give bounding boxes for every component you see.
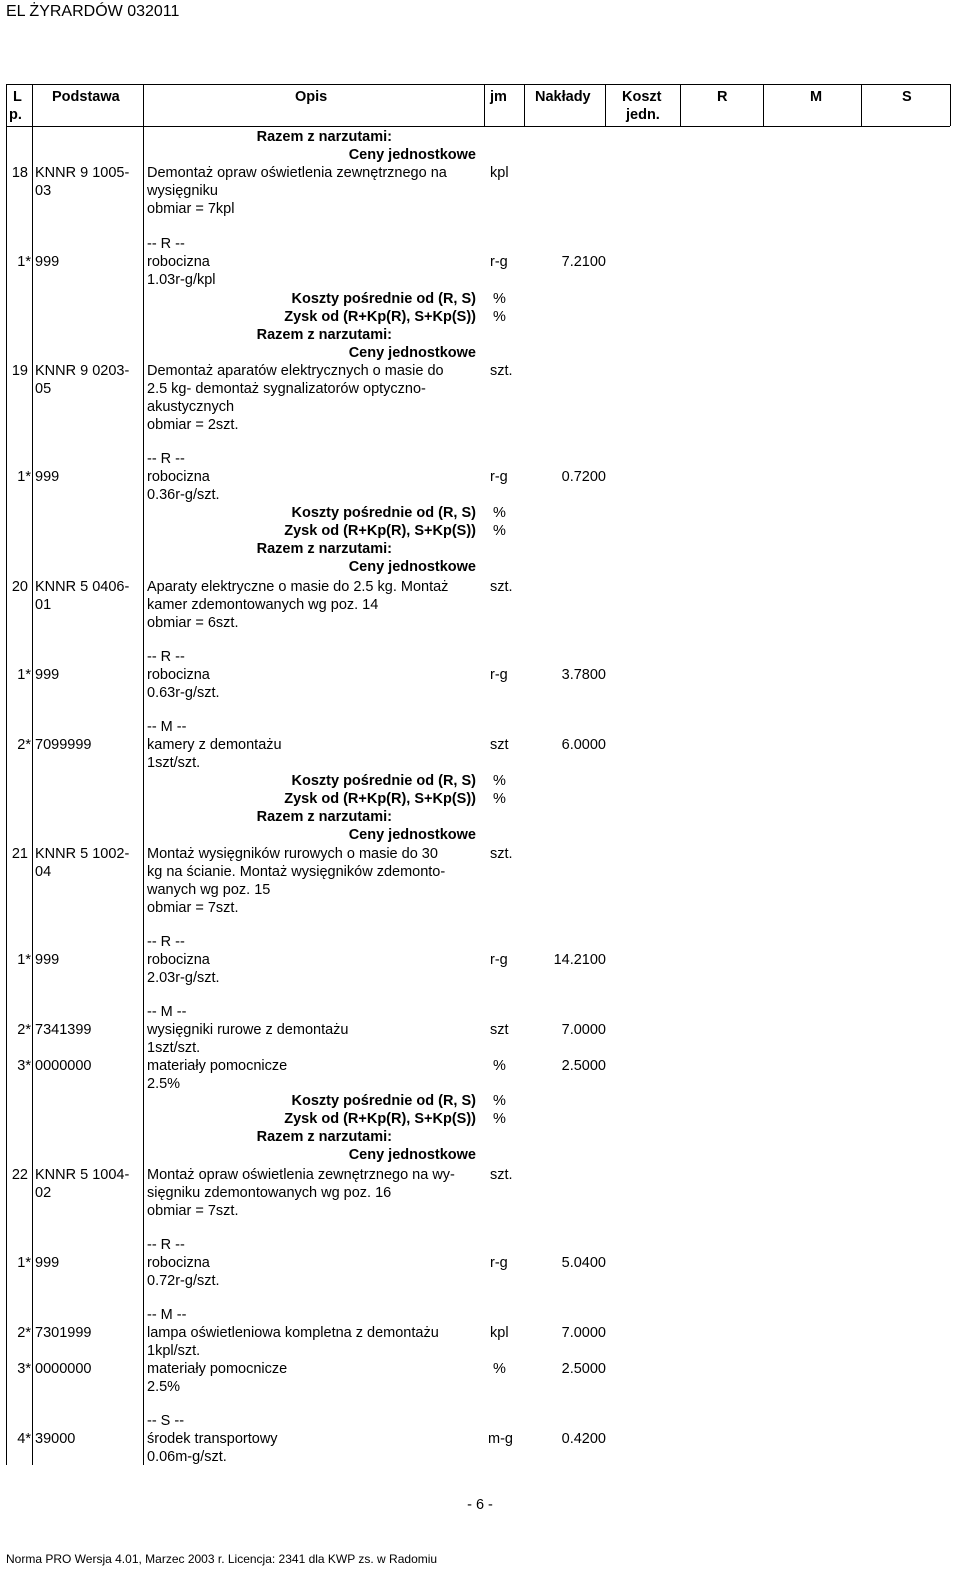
position-unit: szt. (490, 1167, 513, 1183)
position-description: Montaż opraw oświetlenia zewnętrznego na wy- (147, 1167, 455, 1183)
position-description: Demontaż opraw oświetlenia zewnętrznego na (147, 165, 447, 181)
document-title: EL ŻYRARDÓW 032011 (6, 3, 180, 20)
item-no: 1* (17, 667, 31, 683)
header-s: S (902, 89, 912, 105)
item-norm: 1.03r-g/kpl (147, 272, 216, 288)
item-unit: m-g (488, 1431, 513, 1447)
item-unit: r-g (490, 667, 508, 683)
item-no: 1* (17, 1255, 31, 1271)
position-description: Aparaty elektryczne o masie do 2.5 kg. Montaż (147, 579, 449, 595)
header-jm: jm (490, 89, 507, 105)
percent-sign: % (493, 309, 506, 325)
item-code: 7301999 (35, 1325, 92, 1341)
item-name: robocizna (147, 254, 210, 270)
labor-marker: -- R -- (147, 1237, 185, 1253)
ceny-label: Ceny jednostkowe (348, 147, 476, 163)
position-quantity: obmiar = 6szt. (147, 615, 239, 631)
percent-sign: % (493, 291, 506, 307)
item-no: 2* (17, 1022, 31, 1038)
item-norm: 2.03r-g/szt. (147, 970, 220, 986)
position-description: wysięgniku (147, 183, 218, 199)
position-description: wanych wg poz. 15 (147, 882, 271, 898)
position-basis: KNNR 9 1005- (35, 165, 130, 181)
labor-marker: -- R -- (147, 649, 185, 665)
position-unit: szt. (490, 579, 513, 595)
position-description: sięgniku zdemontowanych wg poz. 16 (147, 1185, 392, 1201)
zysk-label: Zysk od (R+Kp(R), S+Kp(S)) (284, 309, 476, 325)
item-value: 6.0000 (561, 737, 606, 753)
item-code: 7341399 (35, 1022, 92, 1038)
position-lp: 18 (11, 165, 28, 181)
item-norm: 0.72r-g/szt. (147, 1273, 220, 1289)
item-name: robocizna (147, 1255, 210, 1271)
item-name: kamery z demontażu (147, 737, 282, 753)
header-opis: Opis (295, 89, 328, 105)
item-no: 4* (17, 1431, 31, 1447)
zysk-label: Zysk od (R+Kp(R), S+Kp(S)) (284, 791, 476, 807)
item-value: 7.0000 (561, 1022, 606, 1038)
item-norm: 1szt/szt. (147, 1040, 201, 1056)
item-norm: 2.5% (147, 1076, 181, 1092)
item-value: 3.7800 (561, 667, 606, 683)
razem-label: Razem z narzutami: (256, 129, 392, 145)
labor-marker: -- R -- (147, 934, 185, 950)
ceny-label: Ceny jednostkowe (348, 1147, 476, 1163)
labor-marker: -- R -- (147, 236, 185, 252)
software-footer: Norma PRO Wersja 4.01, Marzec 2003 r. Licencja: 2341 dla KWP zs. w Radomiu (6, 1552, 438, 1566)
item-unit: % (493, 1058, 506, 1074)
labor-marker: -- R -- (147, 451, 185, 467)
ceny-label: Ceny jednostkowe (348, 827, 476, 843)
item-unit: kpl (490, 1325, 509, 1341)
item-unit: r-g (490, 952, 508, 968)
ceny-label: Ceny jednostkowe (348, 345, 476, 361)
position-basis: KNNR 5 1004- (35, 1167, 130, 1183)
item-unit: szt (490, 1022, 509, 1038)
position-unit: kpl (490, 165, 509, 181)
page-number: - 6 - (467, 1497, 493, 1513)
razem-label: Razem z narzutami: (256, 809, 392, 825)
item-name: robocizna (147, 667, 210, 683)
position-basis: KNNR 5 0406- (35, 579, 130, 595)
item-unit: szt (490, 737, 509, 753)
item-norm: 1kpl/szt. (147, 1343, 201, 1359)
item-name: robocizna (147, 469, 210, 485)
item-unit: % (493, 1361, 506, 1377)
item-code: 7099999 (35, 737, 92, 753)
item-name: materiały pomocnicze (147, 1361, 288, 1377)
ceny-label: Ceny jednostkowe (348, 559, 476, 575)
zysk-label: Zysk od (R+Kp(R), S+Kp(S)) (284, 1111, 476, 1127)
header-naklady: Nakłady (535, 89, 591, 105)
position-lp: 19 (11, 363, 28, 379)
position-basis: 02 (35, 1185, 52, 1201)
item-unit: r-g (490, 469, 508, 485)
position-basis: KNNR 9 0203- (35, 363, 130, 379)
material-marker: -- M -- (147, 1307, 187, 1323)
header-koszt-1: Koszt (622, 89, 662, 105)
item-name: robocizna (147, 952, 210, 968)
razem-label: Razem z narzutami: (256, 1129, 392, 1145)
header-lp-2: p. (9, 107, 22, 123)
position-description: akustycznych (147, 399, 235, 415)
item-name: wysięgniki rurowe z demontażu (147, 1022, 349, 1038)
item-norm: 0.06m-g/szt. (147, 1449, 227, 1465)
position-basis: 04 (35, 864, 52, 880)
percent-sign: % (493, 791, 506, 807)
item-code: 999 (35, 469, 60, 485)
header-lp-1: L (13, 89, 22, 105)
header-r: R (717, 89, 728, 105)
item-no: 1* (17, 254, 31, 270)
item-unit: r-g (490, 1255, 508, 1271)
item-code: 999 (35, 952, 60, 968)
position-basis: 03 (35, 183, 52, 199)
position-description: kg na ścianie. Montaż wysięgników zdemonto- (147, 864, 446, 880)
item-value: 5.0400 (561, 1255, 606, 1271)
position-description: Montaż wysięgników rurowych o masie do 30 (147, 846, 438, 862)
item-name: materiały pomocnicze (147, 1058, 288, 1074)
item-unit: r-g (490, 254, 508, 270)
item-norm: 0.36r-g/szt. (147, 487, 220, 503)
percent-sign: % (493, 505, 506, 521)
item-value: 0.7200 (561, 469, 606, 485)
item-code: 0000000 (35, 1361, 92, 1377)
item-value: 14.2100 (553, 952, 606, 968)
material-marker: -- M -- (147, 1004, 187, 1020)
razem-label: Razem z narzutami: (256, 327, 392, 343)
position-quantity: obmiar = 7kpl (147, 201, 235, 217)
razem-label: Razem z narzutami: (256, 541, 392, 557)
koszty-label: Koszty pośrednie od (R, S) (291, 505, 476, 521)
percent-sign: % (493, 773, 506, 789)
item-norm: 2.5% (147, 1379, 181, 1395)
koszty-label: Koszty pośrednie od (R, S) (291, 1093, 476, 1109)
position-quantity: obmiar = 2szt. (147, 417, 239, 433)
position-description: kamer zdemontowanych wg poz. 14 (147, 597, 379, 613)
item-no: 1* (17, 469, 31, 485)
item-code: 39000 (35, 1431, 76, 1447)
item-code: 999 (35, 1255, 60, 1271)
material-marker: -- M -- (147, 719, 187, 735)
item-value: 2.5000 (561, 1361, 606, 1377)
percent-sign: % (493, 523, 506, 539)
item-norm: 1szt/szt. (147, 755, 201, 771)
header-koszt-2: jedn. (626, 107, 660, 123)
position-unit: szt. (490, 846, 513, 862)
header-m: M (810, 89, 823, 105)
item-code: 999 (35, 254, 60, 270)
item-norm: 0.63r-g/szt. (147, 685, 220, 701)
item-value: 0.4200 (561, 1431, 606, 1447)
item-value: 2.5000 (561, 1058, 606, 1074)
position-lp: 22 (11, 1167, 28, 1183)
position-unit: szt. (490, 363, 513, 379)
position-quantity: obmiar = 7szt. (147, 1203, 239, 1219)
item-value: 7.0000 (561, 1325, 606, 1341)
position-basis: KNNR 5 1002- (35, 846, 130, 862)
item-name: środek transportowy (147, 1431, 278, 1447)
position-description: 2.5 kg- demontaż sygnalizatorów optyczno- (147, 381, 426, 397)
item-no: 1* (17, 952, 31, 968)
koszty-label: Koszty pośrednie od (R, S) (291, 291, 476, 307)
item-no: 2* (17, 737, 31, 753)
position-lp: 21 (11, 846, 28, 862)
equipment-marker: -- S -- (147, 1413, 185, 1429)
zysk-label: Zysk od (R+Kp(R), S+Kp(S)) (284, 523, 476, 539)
item-no: 2* (17, 1325, 31, 1341)
position-description: Demontaż aparatów elektrycznych o masie do (147, 363, 444, 379)
item-no: 3* (17, 1361, 31, 1377)
koszty-label: Koszty pośrednie od (R, S) (291, 773, 476, 789)
item-value: 7.2100 (561, 254, 606, 270)
item-no: 3* (17, 1058, 31, 1074)
percent-sign: % (493, 1111, 506, 1127)
percent-sign: % (493, 1093, 506, 1109)
item-code: 0000000 (35, 1058, 92, 1074)
position-basis: 01 (35, 597, 52, 613)
position-lp: 20 (11, 579, 28, 595)
header-podstawa: Podstawa (52, 89, 120, 105)
position-quantity: obmiar = 7szt. (147, 900, 239, 916)
position-basis: 05 (35, 381, 52, 397)
item-code: 999 (35, 667, 60, 683)
item-name: lampa oświetleniowa kompletna z demontażu (147, 1325, 439, 1341)
